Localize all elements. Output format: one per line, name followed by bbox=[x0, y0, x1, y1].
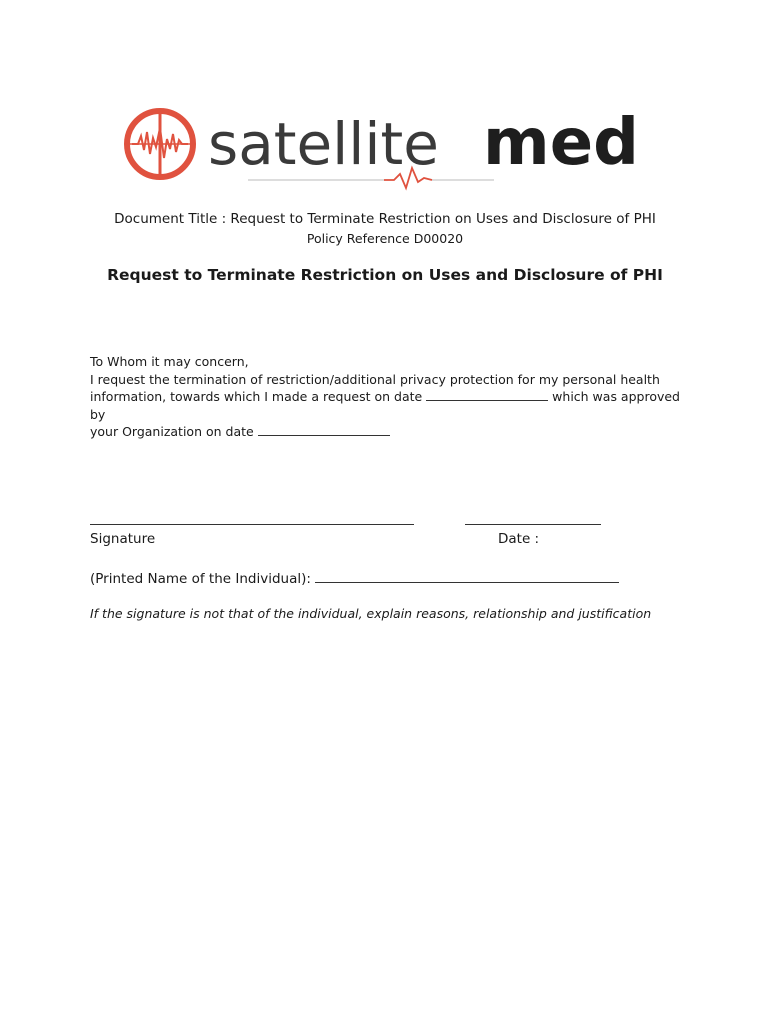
request-line-1: I request the termination of restriction/additional privacy protection for my personal health bbox=[90, 371, 660, 387]
request-line-2-text-a: information, towards which I made a request on date bbox=[90, 389, 423, 404]
approval-date-field[interactable] bbox=[258, 423, 390, 436]
request-line-3 bbox=[90, 423, 680, 441]
logo-wordmark-bold: med bbox=[483, 106, 639, 180]
date-field[interactable] bbox=[465, 524, 601, 525]
signature-note: If the signature is not that of the individual, explain reasons, relationship and justification bbox=[90, 606, 652, 621]
printed-name-field[interactable] bbox=[315, 568, 619, 583]
salutation: To Whom it may concern, bbox=[90, 354, 249, 369]
document-title: Document Title : Request to Terminate Restriction on Uses and Disclosure of PHI bbox=[114, 211, 656, 227]
crosshair-heartbeat-icon bbox=[127, 111, 193, 177]
request-body bbox=[90, 353, 680, 441]
printed-name-row bbox=[90, 568, 619, 587]
printed-name-label: (Printed Name of the Individual): bbox=[90, 571, 311, 587]
signature-label: Signature bbox=[90, 531, 156, 547]
date-label: Date : bbox=[498, 531, 540, 547]
form-heading: Request to Terminate Restriction on Uses and Disclosure of PHI bbox=[107, 266, 663, 284]
signature-field[interactable] bbox=[90, 524, 414, 525]
request-line-3-text: your Organization on date bbox=[90, 424, 254, 439]
satellitemed-logo-graphic bbox=[122, 92, 652, 192]
request-line-2 bbox=[90, 388, 680, 423]
policy-reference: Policy Reference D00020 bbox=[306, 231, 464, 246]
satellitemed-logo bbox=[122, 92, 652, 192]
request-date-field[interactable] bbox=[426, 388, 548, 401]
logo-wordmark-light: satellite bbox=[208, 110, 439, 178]
request-line-2-text-b: which was approved by bbox=[90, 389, 680, 422]
